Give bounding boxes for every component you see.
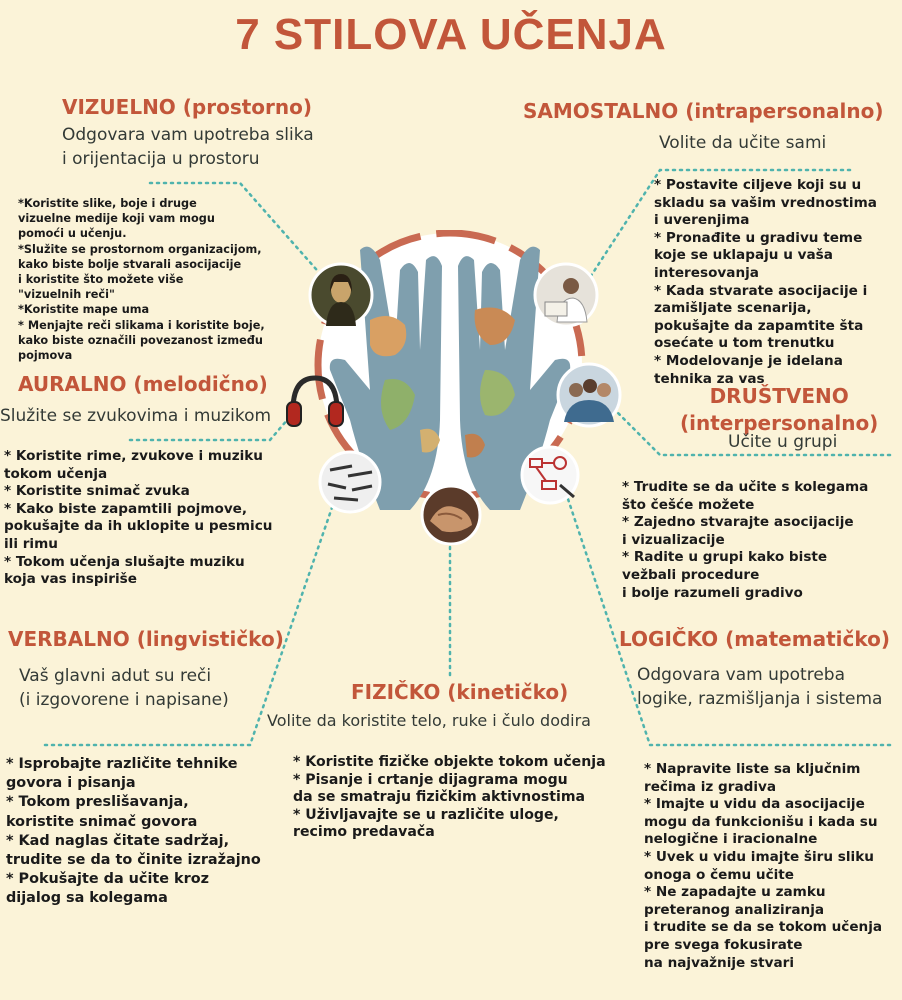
verbalno-subtitle: Vaš glavni adut su reči (i izgovorene i napisane) (19, 666, 229, 710)
person-reading-icon (533, 262, 599, 328)
mona-lisa-icon (308, 262, 374, 328)
logicko-heading: LOGIČKO (matematičko) (619, 627, 890, 651)
fizicko-heading: FIZIČKO (kinetičko) (351, 680, 569, 704)
samostalno-heading: SAMOSTALNO (intrapersonalno) (523, 99, 884, 123)
drustveno-subtitle: Učite u grupi (728, 432, 838, 452)
headphones-icon (283, 372, 347, 432)
samostalno-bullets: * Postavite ciljeve koji su u skladu sa vašim vrednostima i uverenjima * Pronađite u gradivu teme koje se uklapaju u vaša interesovanja * Kada stvarate asocijacije i zamišljate scenarija, pokušajte da zapamtite šta osećate u tom trenutku * Modelovanje je idelana tehnika za vas (654, 177, 877, 387)
auralno-bullets: * Koristite rime, zvukove i muziku tokom učenja * Koristite snimač zvuka * Kako biste zapamtili pojmove, pokušajte da ih uklopite u pesmicu ili rimu * Tokom učenja slušajte muziku koja vas inspiriše (4, 448, 273, 588)
samostalno-subtitle: Volite da učite sami (659, 133, 827, 153)
page-title: 7 STILOVA UČENJA (235, 10, 667, 59)
vizuelno-subtitle: Odgovara vam upotreba slika i orijentacija u prostoru (62, 125, 314, 169)
vizuelno-heading: VIZUELNO (prostorno) (62, 95, 313, 119)
fizicko-subtitle: Volite da koristite telo, ruke i čulo dodira (267, 711, 591, 730)
vizuelno-bullets: *Koristite slike, boje i druge vizuelne medije koji vam mogu pomoći u učenju. *Služite se prostornom organizacijom, kako biste bolje stvarali asocijacije i koristite što možete više "vizuelnih reči" *Koristite mape uma * Menjajte reči slikama i koristite boje, kako biste označili povezanost između pojmova (18, 197, 265, 363)
verbalno-bullets: * Isprobajte različite tehnike govora i pisanja * Tokom preslišavanja, koristite snimač govora * Kad naglas čitate sadržaj, trudite se da to činite izražajno * Pokušajte da učite kroz dijalog sa kolegama (6, 756, 261, 907)
verbalno-heading: VERBALNO (lingvističko) (8, 627, 284, 651)
clasped-hands-icon (418, 485, 484, 545)
newspaper-words-icon (318, 450, 382, 514)
auralno-subtitle: Služite se zvukovima i muzikom (0, 406, 272, 426)
fizicko-bullets: * Koristite fizičke objekte tokom učenja * Pisanje i crtanje dijagrama mogu da se smatraju fizičkim aktivnostima * Uživljavajte se u različite uloge, recimo predavača (293, 754, 606, 841)
flowchart-sketch-icon (520, 445, 580, 505)
drustveno-bullets: * Trudite se da učite s kolegama što češće možete * Zajedno stvarajte asocijacije i vizualizacije * Radite u grupi kako biste vežbali procedure i bolje razumeli gradivo (622, 479, 869, 601)
logicko-subtitle: Odgovara vam upotreba logike, razmišljanja i sistema (637, 665, 883, 709)
auralno-heading: AURALNO (melodično) (18, 372, 268, 396)
logicko-bullets: * Napravite liste sa ključnim rečima iz gradiva * Imajte u vidu da asocijacije mogu da funkcionišu i kada su nelogične i iracionalne * Uvek u vidu imajte širu sliku onoga o čemu učite * Ne zapadajte u zamku preteranog analiziranja i trudite se da se tokom učenja pre svega fokusirate na najvažnije stvari (644, 761, 883, 971)
drustveno-heading: DRUŠTVENO (interpersonalno) (680, 384, 879, 435)
group-of-people-icon (556, 362, 622, 428)
